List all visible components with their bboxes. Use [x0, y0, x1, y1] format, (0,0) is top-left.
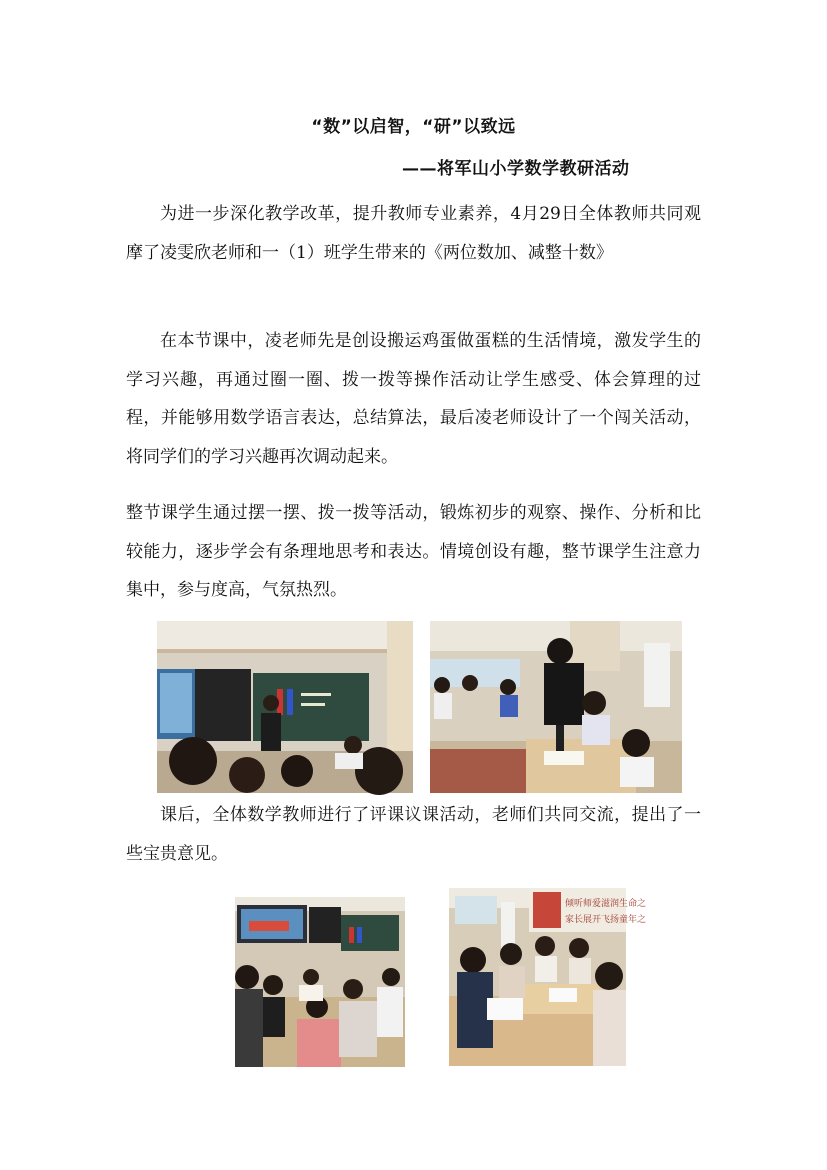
banner-text-line-1: 倾听师爱滋润生命之 — [565, 899, 647, 909]
document-title: “数”以启智，“研”以致远 — [311, 117, 516, 137]
paragraph-summary: 整节课学生通过摆一摆、拨一拨等活动，锻炼初步的观察、操作、分析和比较能力，逐步学会有条理地思考和表达。情境创设有趣，整节课学生注意力集中，参与度高，气氛热烈。 — [126, 503, 701, 600]
teachers-discussion-photo — [235, 897, 405, 1067]
classroom-lesson-photo — [157, 621, 413, 793]
paragraph-review: 课后，全体数学教师进行了评课议课活动，老师们共同交流，提出了一些宝贵意见。 — [126, 805, 701, 864]
paragraph-intro: 为进一步深化教学改革，提升教师专业素养，4月29日全体教师共同观摩了凌雯欣老师和一（1）班学生带来的《两位数加、减整十数》 — [126, 204, 701, 263]
document-subtitle: ——将军山小学数学教研活动 — [402, 159, 630, 179]
banner-text-line-2: 家长展开飞扬童年之 — [565, 915, 647, 925]
paragraph-lesson: 在本节课中，凌老师先是创设搬运鸡蛋做蛋糕的生活情境，激发学生的学习兴趣，再通过圈一圈、拨一拨等操作活动让学生感受、体会算理的过程，并能够用数学语言表达，总结算法，最后凌老师设计了一个闯关活动，将同学们的学习兴趣再次调动起来。 — [126, 331, 701, 467]
teacher-helping-students-photo — [430, 621, 682, 793]
teachers-reviewing-photo — [449, 888, 647, 1066]
